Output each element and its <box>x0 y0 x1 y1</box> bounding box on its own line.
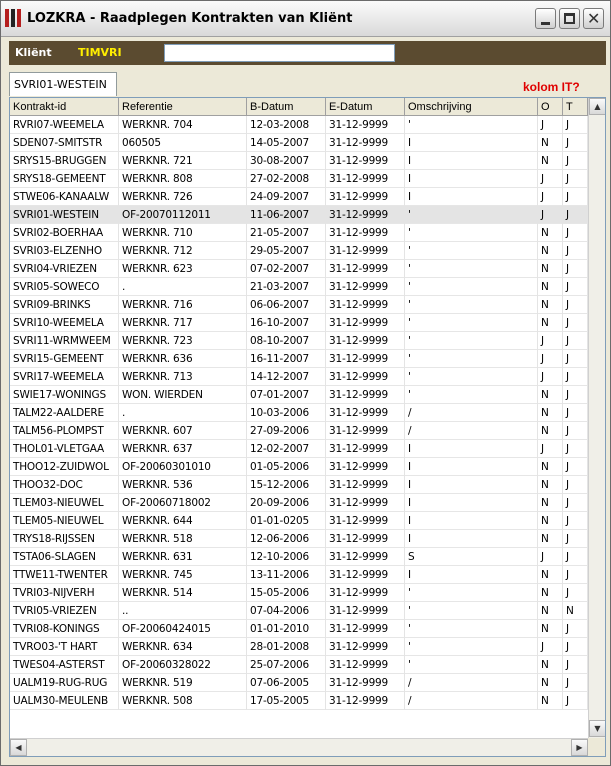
cell-kontrakt-id: TLEM03-NIEUWEL <box>10 494 119 512</box>
cell-t: J <box>563 584 588 602</box>
cell-e-datum: 31-12-9999 <box>326 422 405 440</box>
cell-referentie: WERKNR. 508 <box>119 692 247 710</box>
cell-b-datum: 14-12-2007 <box>247 368 326 386</box>
cell-o: J <box>538 440 563 458</box>
client-label: Kliënt <box>15 46 52 59</box>
cell-kontrakt-id: TALM22-AALDERE <box>10 404 119 422</box>
cell-omschrijving: / <box>405 404 538 422</box>
cell-referentie: WERKNR. 644 <box>119 512 247 530</box>
scroll-right-arrow-icon[interactable]: ▶ <box>571 739 588 756</box>
cell-kontrakt-id: SVRI17-WEEMELA <box>10 368 119 386</box>
client-code: TIMVRI <box>78 46 122 59</box>
cell-t: J <box>563 530 588 548</box>
cell-e-datum: 31-12-9999 <box>326 566 405 584</box>
cell-omschrijving: / <box>405 692 538 710</box>
cell-b-datum: 16-10-2007 <box>247 314 326 332</box>
cell-t: J <box>563 638 588 656</box>
cell-t: J <box>563 350 588 368</box>
cell-omschrijving: ' <box>405 296 538 314</box>
cell-e-datum: 31-12-9999 <box>326 386 405 404</box>
column-header-kontrakt-id[interactable]: Kontrakt-id <box>10 98 119 116</box>
table-row[interactable] <box>10 584 588 602</box>
table-row[interactable] <box>10 134 588 152</box>
table-row[interactable] <box>10 152 588 170</box>
cell-o: N <box>538 404 563 422</box>
cell-e-datum: 31-12-9999 <box>326 134 405 152</box>
cell-o: N <box>538 278 563 296</box>
cell-t: J <box>563 314 588 332</box>
cell-t: J <box>563 134 588 152</box>
cell-o: N <box>538 584 563 602</box>
column-header-b-datum[interactable]: B-Datum <box>247 98 326 116</box>
cell-o: N <box>538 602 563 620</box>
cell-t: J <box>563 458 588 476</box>
cell-omschrijving: ' <box>405 242 538 260</box>
cell-e-datum: 31-12-9999 <box>326 674 405 692</box>
cell-omschrijving: S <box>405 548 538 566</box>
cell-kontrakt-id: TSTA06-SLAGEN <box>10 548 119 566</box>
cell-o: J <box>538 548 563 566</box>
cell-b-datum: 29-05-2007 <box>247 242 326 260</box>
cell-t: J <box>563 188 588 206</box>
cell-omschrijving: / <box>405 422 538 440</box>
cell-referentie: 060505 <box>119 134 247 152</box>
column-header-o[interactable]: O <box>538 98 563 116</box>
cell-b-datum: 08-10-2007 <box>247 332 326 350</box>
cell-e-datum: 31-12-9999 <box>326 116 405 134</box>
cell-referentie: WERKNR. 514 <box>119 584 247 602</box>
table-row[interactable] <box>10 530 588 548</box>
cell-b-datum: 07-01-2007 <box>247 386 326 404</box>
cell-b-datum: 17-05-2005 <box>247 692 326 710</box>
cell-e-datum: 31-12-9999 <box>326 260 405 278</box>
table-body <box>10 116 588 710</box>
cell-omschrijving: ' <box>405 206 538 224</box>
table-row[interactable] <box>10 494 588 512</box>
cell-b-datum: 21-03-2007 <box>247 278 326 296</box>
cell-referentie: WERKNR. 637 <box>119 440 247 458</box>
cell-referentie: WERKNR. 717 <box>119 314 247 332</box>
cell-t: J <box>563 242 588 260</box>
cell-e-datum: 31-12-9999 <box>326 296 405 314</box>
cell-kontrakt-id: SRYS18-GEMEENT <box>10 170 119 188</box>
cell-omschrijving: ' <box>405 638 538 656</box>
cell-o: N <box>538 422 563 440</box>
cell-o: N <box>538 152 563 170</box>
scroll-left-arrow-icon[interactable]: ◀ <box>10 739 27 756</box>
cell-kontrakt-id: SVRI09-BRINKS <box>10 296 119 314</box>
cell-omschrijving: ' <box>405 332 538 350</box>
cell-o: N <box>538 224 563 242</box>
column-header-referentie[interactable]: Referentie <box>119 98 247 116</box>
cell-o: J <box>538 206 563 224</box>
cell-t: J <box>563 692 588 710</box>
cell-t: J <box>563 656 588 674</box>
cell-e-datum: 31-12-9999 <box>326 638 405 656</box>
cell-omschrijving: ' <box>405 620 538 638</box>
cell-e-datum: 31-12-9999 <box>326 548 405 566</box>
client-name-field[interactable] <box>164 44 395 62</box>
cell-t: J <box>563 404 588 422</box>
cell-o: J <box>538 116 563 134</box>
table-row[interactable] <box>10 206 588 224</box>
cell-o: N <box>538 134 563 152</box>
table-row[interactable] <box>10 602 588 620</box>
cell-o: N <box>538 458 563 476</box>
contracts-table <box>9 97 606 757</box>
cell-t: J <box>563 512 588 530</box>
cell-e-datum: 31-12-9999 <box>326 494 405 512</box>
cell-omschrijving: I <box>405 170 538 188</box>
cell-kontrakt-id: TVRO03-'T HART <box>10 638 119 656</box>
minimize-button[interactable] <box>535 8 556 29</box>
cell-e-datum: 31-12-9999 <box>326 368 405 386</box>
cell-b-datum: 15-12-2006 <box>247 476 326 494</box>
cell-kontrakt-id: TVRI05-VRIEZEN <box>10 602 119 620</box>
cell-t: J <box>563 224 588 242</box>
cell-e-datum: 31-12-9999 <box>326 440 405 458</box>
cell-b-datum: 27-02-2008 <box>247 170 326 188</box>
cell-t: J <box>563 152 588 170</box>
table-row[interactable] <box>10 170 588 188</box>
cell-b-datum: 12-03-2008 <box>247 116 326 134</box>
cell-t: J <box>563 494 588 512</box>
column-header-e-datum[interactable]: E-Datum <box>326 98 405 116</box>
cell-omschrijving: ' <box>405 260 538 278</box>
cell-referentie: OF-20070112011 <box>119 206 247 224</box>
cell-referentie: OF-20060328022 <box>119 656 247 674</box>
cell-o: N <box>538 566 563 584</box>
cell-referentie: WERKNR. 631 <box>119 548 247 566</box>
cell-e-datum: 31-12-9999 <box>326 602 405 620</box>
cell-t: N <box>563 602 588 620</box>
table-row[interactable] <box>10 260 588 278</box>
cell-omschrijving: ' <box>405 584 538 602</box>
cell-o: N <box>538 476 563 494</box>
cell-b-datum: 30-08-2007 <box>247 152 326 170</box>
cell-b-datum: 07-02-2007 <box>247 260 326 278</box>
cell-omschrijving: I <box>405 188 538 206</box>
cell-t: J <box>563 206 588 224</box>
table-row[interactable] <box>10 548 588 566</box>
table-row[interactable] <box>10 278 588 296</box>
cell-omschrijving: ' <box>405 116 538 134</box>
cell-referentie: WERKNR. 726 <box>119 188 247 206</box>
cell-referentie: WERKNR. 623 <box>119 260 247 278</box>
cell-omschrijving: I <box>405 566 538 584</box>
cell-kontrakt-id: SDEN07-SMITSTR <box>10 134 119 152</box>
cell-b-datum: 12-02-2007 <box>247 440 326 458</box>
cell-kontrakt-id: SVRI11-WRMWEEM <box>10 332 119 350</box>
cell-referentie: WERKNR. 723 <box>119 332 247 350</box>
cell-b-datum: 15-05-2006 <box>247 584 326 602</box>
scrollbar-corner <box>588 738 605 756</box>
cell-e-datum: 31-12-9999 <box>326 170 405 188</box>
cell-o: N <box>538 242 563 260</box>
horizontal-scrollbar[interactable] <box>10 738 588 756</box>
cell-t: J <box>563 332 588 350</box>
cell-kontrakt-id: SVRI03-ELZENHO <box>10 242 119 260</box>
cell-kontrakt-id: TVRI03-NIJVERH <box>10 584 119 602</box>
cell-o: N <box>538 692 563 710</box>
cell-referentie: WERKNR. 636 <box>119 350 247 368</box>
close-button[interactable] <box>583 8 604 29</box>
cell-referentie: WERKNR. 745 <box>119 566 247 584</box>
cell-referentie: OF-20060424015 <box>119 620 247 638</box>
title-bar[interactable] <box>1 1 610 37</box>
cell-t: J <box>563 566 588 584</box>
vertical-scrollbar[interactable] <box>588 98 605 738</box>
tab-contract[interactable]: SVRI01-WESTEIN <box>9 72 117 96</box>
cell-o: N <box>538 314 563 332</box>
cell-referentie: . <box>119 278 247 296</box>
cell-e-datum: 31-12-9999 <box>326 314 405 332</box>
cell-kontrakt-id: SVRI04-VRIEZEN <box>10 260 119 278</box>
cell-b-datum: 01-01-2010 <box>247 620 326 638</box>
cell-b-datum: 11-06-2007 <box>247 206 326 224</box>
table-row[interactable] <box>10 116 588 134</box>
column-header-omschrijving[interactable]: Omschrijving <box>405 98 538 116</box>
cell-b-datum: 16-11-2007 <box>247 350 326 368</box>
cell-o: N <box>538 296 563 314</box>
cell-kontrakt-id: SVRI05-SOWECO <box>10 278 119 296</box>
cell-b-datum: 01-05-2006 <box>247 458 326 476</box>
cell-kontrakt-id: UALM19-RUG-RUG <box>10 674 119 692</box>
cell-kontrakt-id: UALM30-MEULENB <box>10 692 119 710</box>
cell-referentie: WERKNR. 713 <box>119 368 247 386</box>
cell-t: J <box>563 278 588 296</box>
cell-o: N <box>538 530 563 548</box>
cell-t: J <box>563 422 588 440</box>
cell-kontrakt-id: SVRI10-WEEMELA <box>10 314 119 332</box>
cell-b-datum: 13-11-2006 <box>247 566 326 584</box>
cell-referentie: WERKNR. 634 <box>119 638 247 656</box>
cell-e-datum: 31-12-9999 <box>326 476 405 494</box>
cell-t: J <box>563 296 588 314</box>
cell-kontrakt-id: TALM56-PLOMPST <box>10 422 119 440</box>
cell-kontrakt-id: SWIE17-WONINGS <box>10 386 119 404</box>
table-header <box>10 98 588 116</box>
window-title: LOZKRA - Raadplegen Kontrakten van Kliënt <box>27 11 353 26</box>
cell-omschrijving: I <box>405 134 538 152</box>
cell-e-datum: 31-12-9999 <box>326 512 405 530</box>
cell-t: J <box>563 116 588 134</box>
cell-e-datum: 31-12-9999 <box>326 458 405 476</box>
cell-t: J <box>563 620 588 638</box>
table-row[interactable] <box>10 404 588 422</box>
scroll-up-arrow-icon[interactable]: ▲ <box>589 98 606 115</box>
cell-b-datum: 01-01-0205 <box>247 512 326 530</box>
cell-b-datum: 07-06-2005 <box>247 674 326 692</box>
table-row[interactable] <box>10 620 588 638</box>
minimize-icon <box>541 22 550 25</box>
table-row[interactable] <box>10 188 588 206</box>
cell-omschrijving: ' <box>405 350 538 368</box>
client-bar <box>9 41 606 65</box>
cell-omschrijving: ' <box>405 224 538 242</box>
cell-o: N <box>538 674 563 692</box>
cell-e-datum: 31-12-9999 <box>326 530 405 548</box>
cell-omschrijving: ' <box>405 314 538 332</box>
cell-o: N <box>538 386 563 404</box>
table-row[interactable] <box>10 512 588 530</box>
cell-o: N <box>538 656 563 674</box>
cell-referentie: OF-20060718002 <box>119 494 247 512</box>
cell-kontrakt-id: SVRI15-GEMEENT <box>10 350 119 368</box>
cell-e-datum: 31-12-9999 <box>326 278 405 296</box>
cell-b-datum: 25-07-2006 <box>247 656 326 674</box>
cell-omschrijving: / <box>405 674 538 692</box>
cell-kontrakt-id: RVRI07-WEEMELA <box>10 116 119 134</box>
table-row[interactable] <box>10 566 588 584</box>
cell-referentie: WERKNR. 536 <box>119 476 247 494</box>
cell-omschrijving: ' <box>405 278 538 296</box>
cell-t: J <box>563 386 588 404</box>
cell-omschrijving: ' <box>405 656 538 674</box>
cell-o: J <box>538 368 563 386</box>
close-icon: ✕ <box>587 9 601 28</box>
cell-o: J <box>538 332 563 350</box>
cell-referentie: WERKNR. 721 <box>119 152 247 170</box>
cell-o: N <box>538 512 563 530</box>
cell-e-datum: 31-12-9999 <box>326 656 405 674</box>
app-logo-icon <box>5 9 21 27</box>
table-row[interactable] <box>10 386 588 404</box>
table-row[interactable] <box>10 692 588 710</box>
cell-referentie: WERKNR. 704 <box>119 116 247 134</box>
cell-referentie: . <box>119 404 247 422</box>
table-row[interactable] <box>10 638 588 656</box>
cell-e-datum: 31-12-9999 <box>326 584 405 602</box>
cell-b-datum: 07-04-2006 <box>247 602 326 620</box>
cell-omschrijving: ' <box>405 386 538 404</box>
cell-b-datum: 27-09-2006 <box>247 422 326 440</box>
cell-b-datum: 14-05-2007 <box>247 134 326 152</box>
cell-t: J <box>563 476 588 494</box>
cell-b-datum: 12-06-2006 <box>247 530 326 548</box>
cell-kontrakt-id: THOL01-VLETGAA <box>10 440 119 458</box>
cell-t: J <box>563 440 588 458</box>
cell-b-datum: 20-09-2006 <box>247 494 326 512</box>
table-row[interactable] <box>10 296 588 314</box>
cell-b-datum: 10-03-2006 <box>247 404 326 422</box>
cell-omschrijving: I <box>405 512 538 530</box>
cell-kontrakt-id: TLEM05-NIEUWEL <box>10 512 119 530</box>
cell-e-datum: 31-12-9999 <box>326 404 405 422</box>
cell-e-datum: 31-12-9999 <box>326 692 405 710</box>
cell-b-datum: 06-06-2007 <box>247 296 326 314</box>
table-row[interactable] <box>10 332 588 350</box>
table-row[interactable] <box>10 422 588 440</box>
annotation-note: kolom IT? <box>523 80 580 94</box>
cell-b-datum: 12-10-2006 <box>247 548 326 566</box>
cell-referentie: OF-20060301010 <box>119 458 247 476</box>
cell-omschrijving: ' <box>405 602 538 620</box>
cell-t: J <box>563 548 588 566</box>
cell-e-datum: 31-12-9999 <box>326 332 405 350</box>
cell-kontrakt-id: SRYS15-BRUGGEN <box>10 152 119 170</box>
cell-kontrakt-id: TVRI08-KONINGS <box>10 620 119 638</box>
table-row[interactable] <box>10 368 588 386</box>
cell-o: N <box>538 494 563 512</box>
cell-e-datum: 31-12-9999 <box>326 620 405 638</box>
cell-o: J <box>538 170 563 188</box>
table-row[interactable] <box>10 440 588 458</box>
cell-referentie: .. <box>119 602 247 620</box>
table-row[interactable] <box>10 224 588 242</box>
table-row[interactable] <box>10 242 588 260</box>
cell-e-datum: 31-12-9999 <box>326 206 405 224</box>
cell-e-datum: 31-12-9999 <box>326 224 405 242</box>
cell-referentie: WERKNR. 716 <box>119 296 247 314</box>
cell-referentie: WERKNR. 519 <box>119 674 247 692</box>
cell-t: J <box>563 260 588 278</box>
maximize-button[interactable] <box>559 8 580 29</box>
table-row[interactable] <box>10 674 588 692</box>
cell-kontrakt-id: THOO32-DOC <box>10 476 119 494</box>
cell-e-datum: 31-12-9999 <box>326 188 405 206</box>
cell-omschrijving: I <box>405 440 538 458</box>
cell-omschrijving: I <box>405 530 538 548</box>
table-row[interactable] <box>10 656 588 674</box>
cell-o: J <box>538 188 563 206</box>
cell-t: J <box>563 368 588 386</box>
cell-o: J <box>538 638 563 656</box>
cell-e-datum: 31-12-9999 <box>326 242 405 260</box>
cell-kontrakt-id: SVRI02-BOERHAA <box>10 224 119 242</box>
cell-kontrakt-id: THOO12-ZUIDWOL <box>10 458 119 476</box>
cell-referentie: WERKNR. 518 <box>119 530 247 548</box>
table-row[interactable] <box>10 476 588 494</box>
cell-o: N <box>538 620 563 638</box>
table-row[interactable] <box>10 314 588 332</box>
cell-t: J <box>563 170 588 188</box>
scroll-down-arrow-icon[interactable]: ▼ <box>589 720 606 737</box>
cell-referentie: WERKNR. 710 <box>119 224 247 242</box>
cell-o: J <box>538 350 563 368</box>
cell-omschrijving: I <box>405 476 538 494</box>
cell-referentie: WON. WIERDEN <box>119 386 247 404</box>
cell-e-datum: 31-12-9999 <box>326 350 405 368</box>
cell-b-datum: 21-05-2007 <box>247 224 326 242</box>
cell-referentie: WERKNR. 712 <box>119 242 247 260</box>
cell-omschrijving: I <box>405 494 538 512</box>
cell-referentie: WERKNR. 607 <box>119 422 247 440</box>
cell-omschrijving: I <box>405 152 538 170</box>
cell-t: J <box>563 674 588 692</box>
cell-kontrakt-id: TRYS18-RIJSSEN <box>10 530 119 548</box>
cell-b-datum: 24-09-2007 <box>247 188 326 206</box>
table-row[interactable] <box>10 350 588 368</box>
cell-referentie: WERKNR. 808 <box>119 170 247 188</box>
column-header-t[interactable]: T <box>563 98 588 116</box>
cell-kontrakt-id: TTWE11-TWENTER <box>10 566 119 584</box>
cell-omschrijving: ' <box>405 368 538 386</box>
cell-kontrakt-id: TWES04-ASTERST <box>10 656 119 674</box>
table-row[interactable] <box>10 458 588 476</box>
cell-omschrijving: I <box>405 458 538 476</box>
cell-e-datum: 31-12-9999 <box>326 152 405 170</box>
cell-o: N <box>538 260 563 278</box>
maximize-icon <box>564 13 575 24</box>
cell-kontrakt-id: SVRI01-WESTEIN <box>10 206 119 224</box>
cell-b-datum: 28-01-2008 <box>247 638 326 656</box>
cell-kontrakt-id: STWE06-KANAALW <box>10 188 119 206</box>
